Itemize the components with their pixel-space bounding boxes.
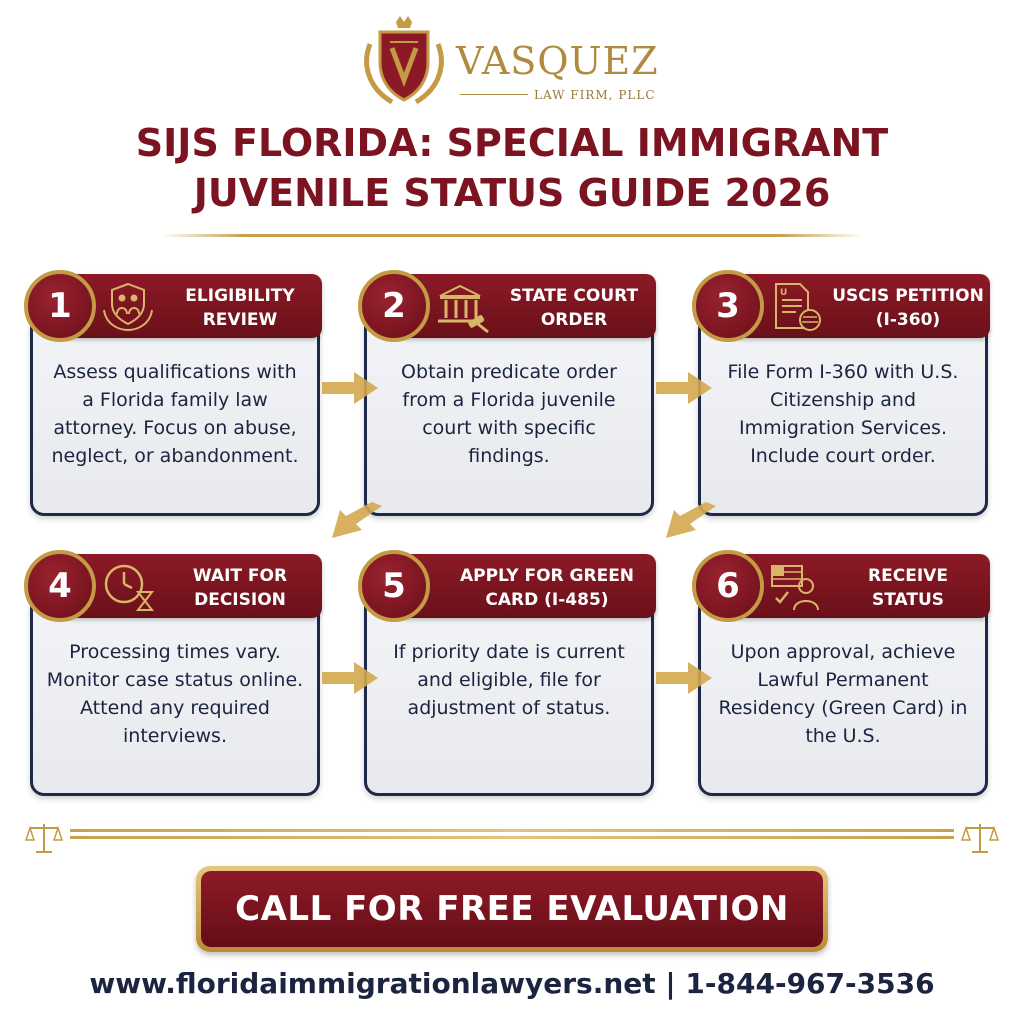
- step-label-line: CARD (I-485): [485, 590, 609, 610]
- step-description: If priority date is current and eligible, file for adjustment of status.: [393, 641, 625, 719]
- family-protection-icon: [100, 280, 156, 334]
- step-label-line: WAIT FOR: [192, 566, 288, 586]
- title-divider: [160, 234, 864, 237]
- section-divider: [70, 829, 954, 841]
- step-6: [692, 550, 992, 798]
- step-number: 2: [358, 270, 430, 342]
- page-title: [30, 118, 994, 218]
- step-description: Upon approval, achieve Lawful Permanent Residency (Green Card) in the U.S.: [718, 641, 968, 747]
- courthouse-gavel-icon: [434, 280, 490, 334]
- arrow-right-icon: [320, 368, 380, 408]
- firm-name-rule: [460, 94, 528, 95]
- step-description: Obtain predicate order from a Florida juvenile court with specific findings.: [401, 361, 617, 467]
- scales-of-justice-icon: [24, 820, 64, 856]
- step-label-line: USCIS PETITION: [832, 286, 984, 306]
- step-label: [160, 282, 320, 334]
- step-number: 3: [692, 270, 764, 342]
- step-number: 4: [24, 550, 96, 622]
- free-evaluation-button[interactable]: [196, 866, 828, 952]
- step-4: [24, 550, 324, 798]
- title-line-2: JUVENILE STATUS GUIDE 2026: [193, 171, 831, 215]
- cta-label: CALL FOR FREE EVALUATION: [201, 871, 823, 947]
- step-label: [828, 282, 988, 334]
- petition-document-icon: [768, 280, 824, 334]
- step-label-line: ELIGIBILITY: [185, 286, 295, 306]
- step-label-line: RECEIVE: [868, 566, 948, 586]
- firm-logo: [356, 14, 676, 110]
- title-line-1: SIJS FLORIDA: SPECIAL IMMIGRANT: [135, 121, 889, 165]
- step-description: File Form I-360 with U.S. Citizenship and Immigration Services. Include court order.: [727, 361, 959, 467]
- step-label: [494, 282, 654, 334]
- arrow-down-left-icon: [326, 502, 386, 542]
- step-2: [358, 270, 658, 518]
- arrow-down-left-icon: [660, 502, 720, 542]
- arrow-right-icon: [654, 658, 714, 698]
- crest-shield-icon: [356, 14, 452, 110]
- step-label-line: STATUS: [871, 590, 944, 610]
- arrow-right-icon: [654, 368, 714, 408]
- flag-person-icon: [768, 560, 824, 614]
- firm-subtitle: LAW FIRM, PLLC: [534, 88, 656, 102]
- step-number: 1: [24, 270, 96, 342]
- step-description: Assess qualifications with a Florida family law attorney. Focus on abuse, neglect, or abandonment.: [51, 361, 299, 467]
- scales-of-justice-icon: [960, 820, 1000, 856]
- step-label-line: REVIEW: [202, 310, 278, 330]
- step-label: [160, 562, 320, 614]
- step-description: Processing times vary. Monitor case status online. Attend any required interviews.: [46, 641, 304, 747]
- firm-name: VASQUEZ: [456, 39, 659, 83]
- step-label: [828, 562, 988, 614]
- step-label-line: DECISION: [194, 590, 286, 610]
- contact-line[interactable]: www.floridaimmigrationlawyers.net | 1-844-967-3536: [89, 967, 935, 1000]
- step-label-line: (I-360): [875, 310, 941, 330]
- step-label: [438, 562, 656, 614]
- step-1: [24, 270, 324, 518]
- svg-text:U: U: [780, 288, 788, 298]
- arrow-right-icon: [320, 658, 380, 698]
- clock-hourglass-icon: [100, 560, 156, 614]
- step-5: [358, 550, 658, 798]
- step-3: [692, 270, 992, 518]
- step-label-line: ORDER: [540, 310, 608, 330]
- step-number: 5: [358, 550, 430, 622]
- step-label-line: STATE COURT: [509, 286, 639, 306]
- step-label-line: APPLY FOR GREEN: [459, 566, 635, 586]
- step-number: 6: [692, 550, 764, 622]
